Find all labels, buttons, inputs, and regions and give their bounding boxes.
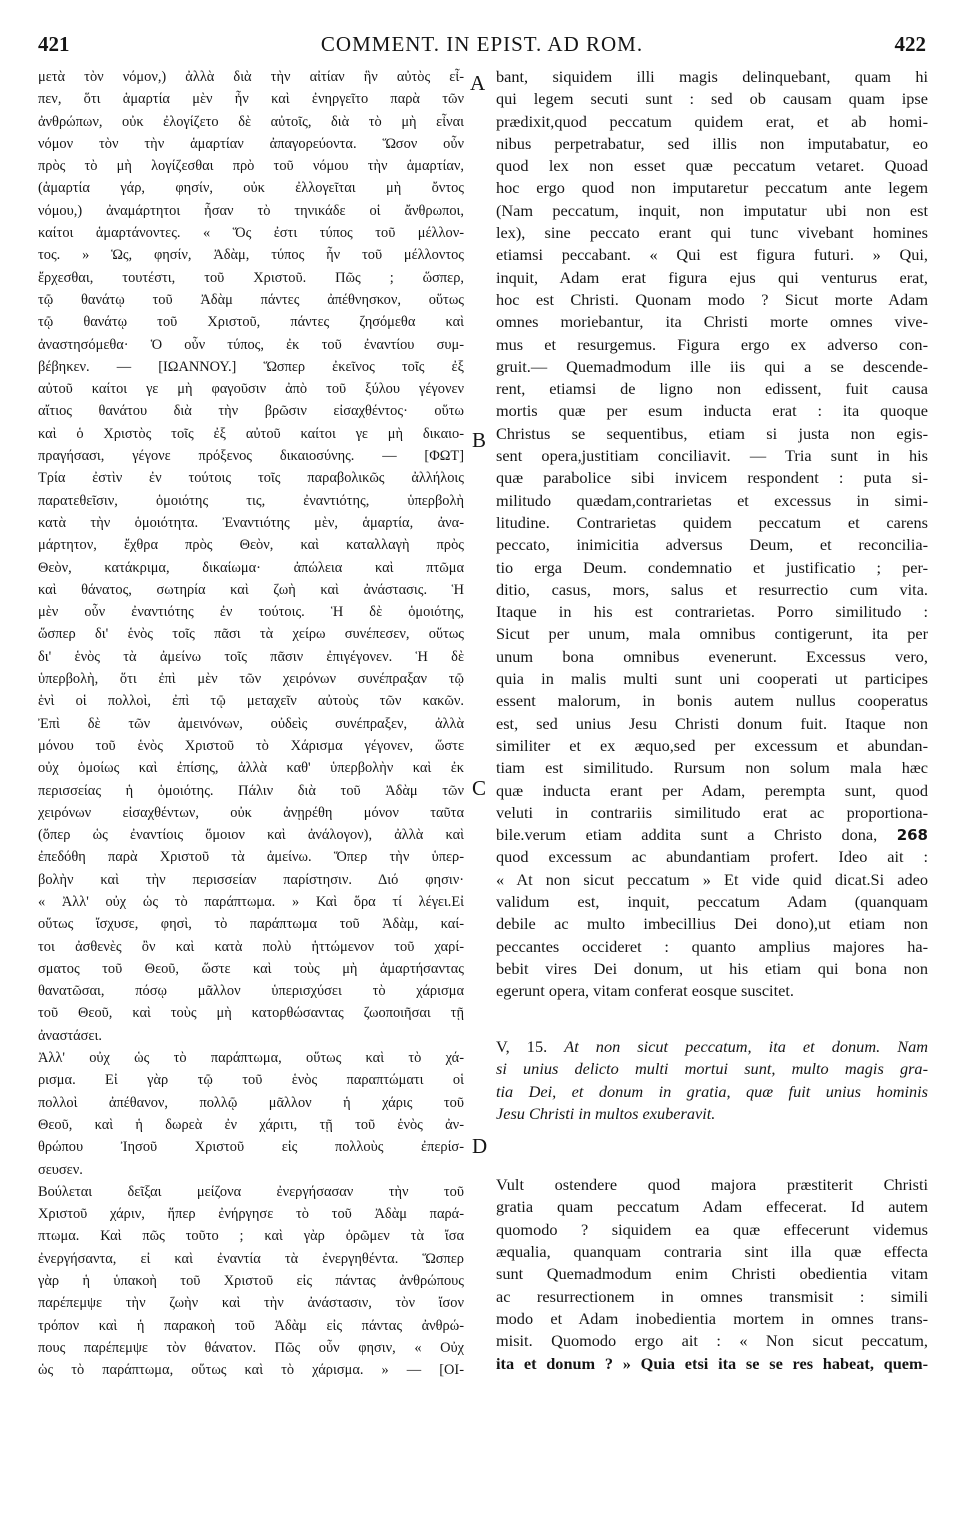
- greek-text-line: ἐνεργήσαντα, εἰ καὶ ἐναντία τὰ ἐνεργηθέντα. Ὥσπερ: [38, 1250, 464, 1267]
- page-number-right: 422: [894, 32, 926, 56]
- verse-reference: V, 15.: [496, 1036, 565, 1056]
- greek-text-line: πρὸς τὸ μὴ λογίζεσθαι πρὸ τοῦ νόμου τὴν ἁμαρτίαν,: [38, 158, 464, 175]
- latin-text-line: quæ parabolice sibi invicem respondent : puta si-: [496, 468, 928, 488]
- greek-text-line: Θεοῦ, καὶ ἡ δωρεὰ ἐν χάριτι, τῇ τοῦ ἑνὸς ἀν-: [38, 1116, 464, 1133]
- latin-text-line: essent malorum, in bonis autem nullus cooperatus: [496, 691, 928, 711]
- greek-text-line: καὶ ὁ Χριστὸς τοῖς ἐξ αὐτοῦ καίτοι γε μὴ δικαιο-: [38, 425, 464, 442]
- latin-text-line: hoc est Christi. Quonam modo ? Sicut morte Adam: [496, 289, 928, 309]
- greek-text-line: βέβηκεν. — [ΙΩΑΝΝΟΥ.] Ὥσπερ ἐκεῖνος τοῖς ἐξ: [38, 358, 464, 375]
- greek-text-line: τοῦ Θεοῦ, καὶ τοὺς μὴ κατορθώσαντας ζωοποιῆσαι τῇ: [38, 1005, 464, 1022]
- latin-text-line: misit. Quomodo ergo ait : « Non sicut peccatum,: [496, 1331, 928, 1351]
- greek-text-line: (ὅπερ ὡς ἐναντίοις ὅμοιον καὶ ἀνάλογον), ἀλλὰ καὶ: [38, 827, 464, 844]
- latin-text-line: quæ inducta erant per Adam, perempta sunt, quod: [496, 780, 928, 800]
- latin-text-line: rent, etiamsi de ligno non edissent, fuit causa: [496, 379, 928, 399]
- latin-text-line: quia in malis multi sunt uni cooperati ut participes: [496, 669, 928, 689]
- greek-text-line: (ἁμαρτία γάρ, φησίν, οὐκ ἐλλογεῖται μὴ ὄντος: [38, 180, 464, 197]
- latin-text-line: Vult ostendere quod majora præstiterit Christi: [496, 1175, 928, 1195]
- latin-text-line: prædixit,quod peccatum quidem erat, et ab homi-: [496, 111, 928, 131]
- greek-text-line: βολὴν καὶ τὴν περισσείαν παρίστησιν. Διό φησιν·: [38, 871, 464, 888]
- greek-text-line: ἐπεδόθη παρὰ Χριστοῦ τὰ ἀμείνω. Ὅπερ τὴν ὑπερ-: [38, 849, 464, 866]
- verse-line: tia Dei, et donum in gratia, quæ fuit unius hominis: [496, 1081, 928, 1101]
- greek-text-line: καίτοι ἁμαρτάνοντες. « Ὅς ἐστι τύπος τοῦ μέλλον-: [38, 225, 464, 242]
- greek-text-line: γὰρ ἡ ὑπακοὴ τοῦ Χριστοῦ εἰς πάντας ἀνθρώπους: [38, 1273, 464, 1290]
- latin-text-line: omnes moriebantur, ita Christi morte omnes vive-: [496, 312, 928, 332]
- margin-marker-b: B: [472, 428, 487, 452]
- latin-text-line: lex), sine peccato erant qui tunc vivebant homines: [496, 223, 928, 243]
- verse-line: si unius delicto multi mortui sunt, multo magis gra-: [496, 1059, 928, 1079]
- page-number-left: 421: [38, 32, 70, 56]
- latin-text-line: peccantes occideret : quanto amplius majores ha-: [496, 936, 928, 956]
- greek-text-line: πραγήσασι, γέγονε πρόξενος δικαιοσύνης. — [ΦΩΤ]: [38, 448, 464, 465]
- latin-text-line: tiam est similitudo. Rursum non solum mala hæc: [496, 758, 928, 778]
- latin-text-line: Christus se sequentibus, etiam si justa non egis-: [496, 423, 928, 443]
- greek-text-line: θρώπου Ἰησοῦ Χριστοῦ εἰς πολλοὺς ἐπερίσ-: [38, 1139, 464, 1156]
- greek-text-line: ὥσπερ δι' ἑνὸς τοῖς πᾶσι τὰ χείρω συνέπεσεν, οὕτως: [38, 626, 464, 643]
- greek-text-line: Ἀλλ' οὐχ ὡς τὸ παράπτωμα, οὕτως καὶ τὸ χά-: [38, 1050, 464, 1067]
- greek-text-line: αἴτιος θανάτου διὰ τὴν βρῶσιν εἰσαχθέντος· οὕτω: [38, 403, 464, 420]
- greek-text-line: ἀνθρώπων, οὐκ ἐλογίζετο δὲ αὐτοῖς, διὰ τὸ μὴ εἶναι: [38, 113, 464, 130]
- greek-text-line: τῷ θανάτῳ τοῦ Χριστοῦ, πάντες ζησόμεθα καὶ: [38, 314, 464, 331]
- page-header: [38, 32, 926, 62]
- verse-text: At non sicut peccatum, ita et donum. Nam: [564, 1036, 928, 1056]
- greek-text-line: Ἐπὶ δὲ τῶν ἀμεινόνων, οὐδεὶς συνέπραξεν, ἀλλὰ: [38, 715, 464, 732]
- verse-line: [496, 1036, 928, 1058]
- greek-text-line: τῷ θανάτῳ τοῦ Ἀδὰμ πάντες ἀπέθνησκον, οὕτως: [38, 291, 464, 308]
- latin-text-line: quod lex non esset quæ peccatum vetaret. Quoad: [496, 156, 928, 176]
- latin-text-line: veluti in contrariis similitudo erat ac proportiona-: [496, 802, 928, 822]
- greek-text-line: κατὰ τὴν ὁμοιότητα. Ἐναντιότης μὲν, ἁμαρτία, ἀνα-: [38, 514, 464, 531]
- greek-text-line: πους παρέπεμψε τὸν θάνατον. Πῶς οὖν φησιν, « Οὐχ: [38, 1339, 464, 1356]
- latin-text-line: peccato, inimicitia adversus Deum, et reconcilia-: [496, 535, 928, 555]
- greek-text-line: Θεὸν, κατάκριμα, δικαίωμα· ἀπώλεια καὶ πτῶμα: [38, 559, 464, 576]
- paragraph-gap: [496, 1002, 928, 1035]
- latin-text-line: similiter et ex æquo,sed per excessum et abundan-: [496, 735, 928, 755]
- greek-text-line: μόνου τοῦ ἑνὸς Χριστοῦ τὸ Χάρισμα γέγονεν, ὥστε: [38, 737, 464, 754]
- greek-text-line: ὑπερβολὴ, ὅτι ἐπὶ μὲν τῶν χειρόνων συνέπραξαν τῷ: [38, 671, 464, 688]
- greek-text-line: « Ἀλλ' οὐχ ὡς τὸ παράπτωμα. » Καὶ ὅρα τί λέγει.Εἰ: [38, 893, 464, 910]
- latin-text-line: æqualia, quanquam contraria sint illa quæ effecta: [496, 1242, 928, 1262]
- latin-text-line: modo et Adam inobedientia mortem in omnes trans-: [496, 1308, 928, 1328]
- greek-text-line: τρόπον καὶ ἡ παρακοὴ τοῦ Ἀδὰμ εἰς πάντας ἀνθρώ-: [38, 1317, 464, 1334]
- greek-text-line: ἀναστάσει.: [38, 1027, 102, 1044]
- greek-text-line: Χριστοῦ χάριν, ἥπερ ἐνήργησε τὸ τοῦ Ἀδὰμ παρά-: [38, 1206, 464, 1223]
- latin-text-line: Sicut per unum, mala omnibus contigerunt, ita per: [496, 624, 928, 644]
- latin-text-line: unum bona omnibus evenerunt. Excessus vero,: [496, 646, 928, 666]
- verse-line: Jesu Christi in multos exuberavit.: [496, 1103, 716, 1123]
- running-title: COMMENT. IN EPIST. AD ROM.: [320, 32, 644, 56]
- latin-text-line: Itaque in his est contrarietas. Porro similitudo :: [496, 602, 928, 622]
- latin-text-line: tio erga Deum. condemnatio et justificatio ; per-: [496, 557, 928, 577]
- greek-text-line: καὶ θάνατος, σωτηρία καὶ ζωὴ καὶ ἀνάστασις. Ἡ: [38, 581, 464, 598]
- latin-text-line: ac resurrectionem in omnes transmisit : simili: [496, 1286, 928, 1306]
- greek-text-line: πτωμα. Καὶ πῶς τοῦτο ; καὶ γὰρ ὁρῶμεν τὰ ἴσα: [38, 1228, 464, 1245]
- paragraph-gap: [496, 1125, 928, 1174]
- latin-text-line: quomodo ? siquidem ea quæ effecerunt videmus: [496, 1219, 928, 1239]
- latin-text-line: bant, siquidem illi magis delinquebant, quam hi: [496, 67, 928, 86]
- margin-marker-c: C: [472, 776, 487, 800]
- latin-text-line: sunt Quemadmodum enim Christi obedientia vitam: [496, 1264, 928, 1284]
- greek-column: [38, 66, 464, 1382]
- latin-text-line: « At non sicut peccatum » Et vide quid dicat.Si adeo: [496, 869, 928, 889]
- latin-text-line: gratia quam peccatum Adam effecerat. Id autem: [496, 1197, 928, 1217]
- greek-text-line: θανατῶσαι, πόσῳ μᾶλλον ὑπερισχύσει τὸ χάρισμα: [38, 983, 464, 1000]
- latin-text-line: mortis quæ per esum inducta erat : ita quoque: [496, 401, 928, 421]
- latin-text-line: (Nam peccatum, inquit, non imputatur ubi non est: [496, 200, 928, 220]
- latin-text-line: ditio, casus, mors, salus et resurrectio cum vita.: [496, 579, 928, 599]
- greek-text-line: τοι ἀσθενὲς ὂν καὶ κατὰ πολὺ ἡττώμενον τοῦ χαρί-: [38, 938, 464, 955]
- greek-text-line: νόμον τὸν τὴν ἁμαρτίαν ἀπαγορεύοντα. Ὥσον οὖν: [38, 135, 464, 152]
- latin-text-line: bebit vires Dei donum, ut his etiam qui bona non: [496, 958, 928, 978]
- greek-text-line: περισσείας ἡ ὁμοιότης. Πάλιν διὰ τοῦ Ἀδὰμ τῶν: [38, 782, 464, 799]
- greek-text-line: μετὰ τὸν νόμον,) ἀλλὰ διὰ τὴν αἰτίαν ἣν αὐτὸς εἶ-: [38, 69, 464, 85]
- latin-column: [496, 66, 928, 1375]
- greek-text-line: ρισμα. Εἰ γὰρ τῷ τοῦ ἑνὸς παραπτώματι οἱ: [38, 1072, 464, 1089]
- latin-text-line: [496, 824, 928, 846]
- greek-text-line: πολλοὶ ἀπέθανον, πολλῷ μᾶλλον ἡ χάρις τοῦ: [38, 1094, 464, 1111]
- margin-marker-d: D: [472, 1134, 488, 1158]
- greek-text-line: μὲν οὖν ἐναντιότης ἐν τούτοις. Ἡ δὲ ὁμοιότης,: [38, 604, 464, 621]
- latin-text-line: est, sed unius Jesu Christi donum fuit. Itaque non: [496, 713, 928, 733]
- latin-text-line: litudine. Contrarietas quidem peccatum et carens: [496, 512, 928, 532]
- greek-text-line: αὐτοῦ καίτοι γε μὴ φαγοῦσιν ἀπὸ τοῦ ξύλου γέγονεν: [38, 381, 464, 398]
- greek-text-line: οὕτως ἴσχυσε, φησὶ, τὸ παράπτωμα τοῦ Ἀδὰμ, καί-: [38, 916, 464, 933]
- greek-text-line: ὡς τὸ παράπτωμα, οὕτως καὶ τὸ χάρισμα. » — [ΟΙ-: [38, 1362, 464, 1379]
- latin-text-line: etiamsi peccabant. « Qui est figura futuri. » Qui,: [496, 245, 928, 265]
- latin-text-line: inquit, Adam erat figura ejus qui venturus erat,: [496, 267, 928, 287]
- greek-text-line: Βούλεται δεῖξαι μείζονα ἐνεργήσασαν τὴν τοῦ: [38, 1183, 464, 1200]
- greek-text-line: δι' ἑνὸς τὰ ἀμείνω τοῖς πᾶσιν ἐπιγέγονεν. Ἡ δὲ: [38, 648, 464, 665]
- greek-text-line: πεν, ὅτι ἁμαρτία μὲν ἦν καὶ ἐνηργεῖτο παρὰ τῶν: [38, 91, 464, 108]
- greek-text-line: νόμου,) ἀναμάρτητοι ἦσαν τὸ τηνικάδε οἱ ἄνθρωποι,: [38, 202, 464, 219]
- greek-text-line: ἔρχεσθαι, τουτέστι, τοῦ Χριστοῦ. Πῶς ; ὥσπερ,: [38, 269, 464, 286]
- latin-text-line: sent opera,justitiam conciliavit. — Tria sunt in his: [496, 446, 928, 466]
- greek-text-line: σευσεν.: [38, 1161, 83, 1178]
- latin-text-line: qui legem secuti sunt : sed ob causam quam ipse: [496, 89, 928, 109]
- greek-text-line: σματος τοῦ Θεοῦ, ὥστε καὶ τοὺς μὴ ἁμαρτήσαντας: [38, 960, 464, 977]
- latin-text-line: egerunt opera, vitam conferat eosque suscitet.: [496, 981, 794, 1001]
- latin-text-line: militudo quædam,contrarietas et excessus in simi-: [496, 490, 928, 510]
- latin-text-line: ita et donum ? » Quia etsi ita se se res habeat, quem-: [496, 1353, 928, 1373]
- column-number: 268: [896, 826, 928, 845]
- latin-text-line: validum est, inquit, peccatum Adam (quanquam: [496, 891, 928, 911]
- latin-text-line: mus et resurgemus. Figura ergo ex adverso con-: [496, 334, 928, 354]
- margin-marker-a: A: [470, 71, 486, 95]
- greek-text-line: χειρόνων εἰσαχθέντων, οὐκ ἀνῃρέθη μόνον ταῦτα: [38, 804, 464, 821]
- greek-text-line: ἑνὶ οἱ πολλοὶ, ἐπὶ τῷ μεταχεῖν αὐτοὺς τῶν κακῶν.: [38, 693, 464, 710]
- greek-text-line: ἀναστησόμεθα· Ὁ οὖν τύπος, ἐκ τοῦ ἐναντίου συμ-: [38, 336, 464, 353]
- greek-text-line: παρέπεμψε τὴν ζωὴν καὶ τὴν ἀνάστασιν, τὸν ἴσον: [38, 1295, 464, 1312]
- greek-text-line: Τρία ἐστὶν ἐν τούτοις τοῖς παραβολικῶς ἀλλήλοις: [38, 470, 464, 487]
- greek-text-line: οὐχ ὁμοίως καὶ ἐπίσης, ἀλλὰ καθ' ὑπερβολὴν καὶ ἐκ: [38, 760, 464, 777]
- greek-text-line: μάρτητον, ἔχθρα πρὸς Θεὸν, καὶ καταλλαγὴ πρὸς: [38, 537, 464, 554]
- greek-text-line: παρατεθεῖσιν, ὁμοιότης τις, ἐναντιότης, ὑπερβολὴ: [38, 492, 464, 509]
- latin-text-line: quod excessum ac abundantiam profert. Ideo ait :: [496, 847, 928, 867]
- latin-text-line: gruit.— Quemadmodum ille iis qui a se descende-: [496, 356, 928, 376]
- greek-text-line: τος. » Ὡς, φησίν, Ἀδὰμ, τύπος ἦν τοῦ μέλλοντος: [38, 247, 464, 264]
- latin-text-line: debile ac multo imbecillius Dei dono),ut etiam non: [496, 914, 928, 934]
- latin-text-span: bile.verum etiam addita sunt a Christo dona,: [496, 825, 897, 845]
- latin-text-line: hoc ergo quod non imputaretur peccatum ante legem: [496, 178, 928, 198]
- latin-text-line: nibus perpetrabatur, sed illis non imputabatur, eo: [496, 133, 928, 153]
